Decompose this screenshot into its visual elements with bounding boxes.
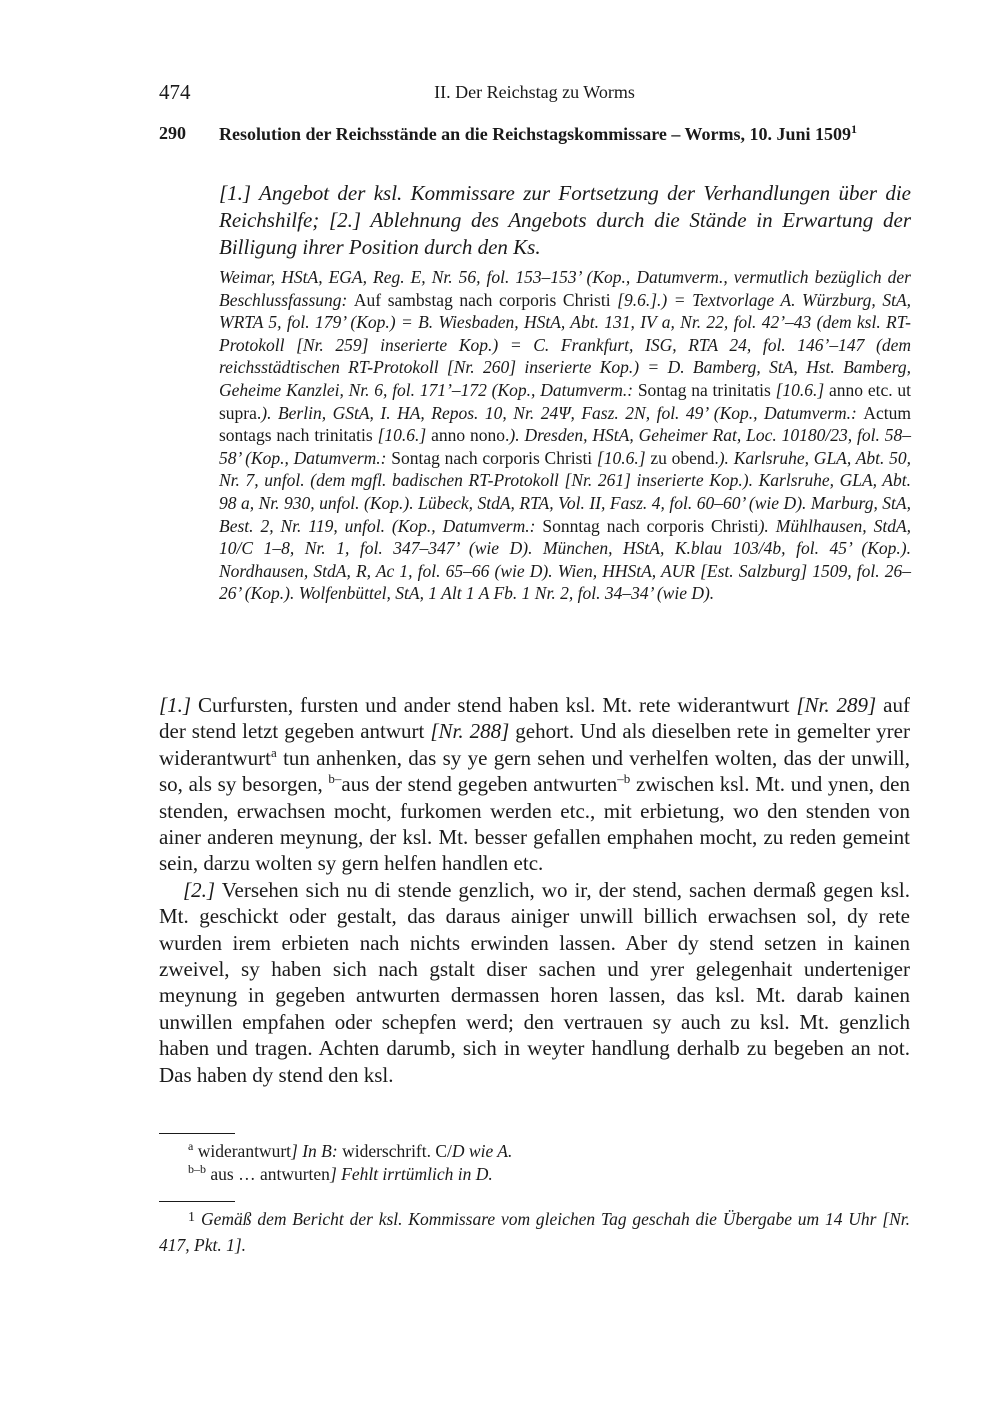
apparatus-note-mark: b–b [188,1162,206,1177]
section-marker: [2.] [183,877,216,902]
variant-note: ] Fehlt irrtümlich in D. [329,1164,493,1184]
apparatus-note-b [159,1163,910,1185]
source-seg: anno nono. [431,425,510,446]
source-seg: [10.6.] [775,379,830,400]
text-run: gehort. Und als dieselben rete in gemelter yrer widerantwurt [159,719,910,770]
source-seg: Sonntag nach corporis Christi [542,515,759,536]
text-run: aus der stend gegeben antwurten [341,772,618,797]
paragraph-1 [159,692,910,877]
document-number: 290 [159,123,186,143]
variant-note: D wie A. [451,1141,513,1161]
footnote-1 [159,1208,910,1256]
source-seg: Actum sontags nach trinitatis [219,402,911,446]
source-seg: ). Berlin, GStA, I. HA, Repos. 10, Nr. 24Ψ, Fasz. 2N, fol. 49’ (Kop., Datumverm.: [261,402,864,423]
text-run: Versehen sich nu di stende genzlich, wo ir, der stend, sachen dermaß gegen ksl. Mt. geschickt oder gestalt, das daraus ainiger unwill billich erwachsen sol, dy rete wurden irem erbieten nach nichts erwinden lassen. Aber dy stend setzen in kainen zweivel, sy haben sich nach gstalt diser sachen und yrer gelegenhait underteniger meynung in gegeben antwurten dermassen horen lassen, das ksl. Mt. darab kainen unwillen empfahen oder schepfen werd; den vertrauen sy auch zu ksl. Mt. genzlich haben und tragen. Achten darumb, sich in weyter handlung derhalb zu begeben an not. Das haben dy stend den ksl. [159,877,910,1087]
text-run: tun anhenken, das sy ye gern sehen und verhelfen wolten, das der unwill, so, als sy besorgen, [159,745,910,797]
apparatus-rule [159,1133,235,1134]
source-list [219,266,911,605]
paragraph-2 [159,877,910,1088]
apparatus-mark-b-open[interactable]: b– [328,771,342,787]
page-number: 474 [159,80,191,104]
apparatus-note-a [159,1140,910,1162]
source-seg: Sontag na trinitatis [637,379,776,400]
footnote-rule [159,1201,235,1202]
document-title-text: Resolution der Reichsstände an die Reichstagskommissare – Worms, 10. Juni 1509 [219,124,852,144]
lemma: aus … antwurten [210,1164,330,1184]
source-seg: Auf sambstag nach corporis Christi [353,289,618,310]
text-run: Curfursten, fursten und ander stend haben ksl. Mt. rete widerantwurt [191,693,797,717]
apparatus-mark-b-close[interactable]: –b [617,771,631,787]
source-seg: anno etc. ut supra. [219,379,911,423]
source-seg: Sontag nach corporis Christi [391,447,597,468]
source-seg: ). Mühlhausen, StdA, 10/C 1–8, Nr. 1, fol. 347–347’ (wie D). München, HStA, K.blau 103/4b, fol. 45’ (Kop.). Nordhausen, StdA, R, Ac 1, fol. 65–66 (wie D). Wien, HHStA, AUR [Est. Salzburg] 1509, fol. 26–26’ (Kop.). Wolfenbüttel, StA, 1 Alt 1 A Fb. 1 Nr. 2, fol. 34–34’ (wie D). [219,515,912,604]
apparatus-mark-a[interactable]: a [270,744,277,760]
variant-reading: widerschrift. C/ [337,1141,452,1161]
cross-reference[interactable]: [Nr. 289] [796,693,877,717]
source-seg: zu obend. [650,447,719,468]
document-title [219,123,911,146]
source-seg: Weimar, HStA, EGA, Reg. E, Nr. 56, fol. 153–153’ (Kop., Datumverm., vermutlich bezüglich der Beschlussfassung: [219,267,911,310]
body-text [159,692,910,1088]
footnote-text: Gemäß dem Bericht der ksl. Kommissare vom gleichen Tag geschah die Übergabe um 14 Uhr [Nr. 417, Pkt. 1]. [159,1209,910,1255]
sigle: In B: [302,1141,338,1161]
text-run: zwischen ksl. Mt. und ynen, den stenden, erwachsen mocht, furkomen werden etc., mit erbietung, wo den stenden von ainer anderen meynung, der ksl. Mt. besser gefallen emphahen mocht, zu reden gemeint sein, darzu wolten sy gern helfen handlen etc. [159,772,910,876]
title-footnote-mark[interactable]: 1 [851,122,858,136]
running-title: II. Der Reichstag zu Worms [434,82,635,102]
footnote-mark: 1 [188,1210,195,1225]
apparatus-note-mark: a [188,1139,194,1154]
source-seg: [9.6.].) = Textvorlage A. Würzburg, StA, WRTA 5, fol. 179’ (Kop.) = B. Wiesbaden, HStA, Abt. 131, IV a, Nr. 22, fol. 42’–43 (dem ksl. RT-Protokoll [Nr. 259] inserierte Kop.) = C. Frankfurt, ISG, RTA 24, fol. 146’–147 (dem reichsstädtischen RT-Protokoll [Nr. 260] inserierte Kop.) = D. Bamberg, StA, Hst. Bamberg, Geheime Kanzlei, Nr. 6, fol. 171’–172 (Kop., Datumverm.: [219,289,912,400]
text-run: auf der stend letzt gegeben antwurt [159,693,910,744]
source-seg: [10.6.] [377,425,432,446]
regest: [1.] Angebot der ksl. Kommissare zur Fortsetzung der Verhandlungen über die Reichshilfe; [2.] Ablehnung des Angebots durch die Stände in Erwartung der Billigung ihrer Position durch den Ks. [219,181,911,259]
source-seg: ). Dresden, HStA, Geheimer Rat, Loc. 10180/23, fol. 58–58’ (Kop., Datumverm.: [219,425,911,468]
cross-reference[interactable]: [Nr. 288] [430,719,510,744]
source-seg: [10.6.] [596,447,651,468]
section-marker: [1.] [159,693,192,717]
lemma: widerantwurt [197,1141,292,1161]
lemma-separator: ] [291,1141,303,1161]
source-seg: ). Karlsruhe, GLA, Abt. 50, Nr. 7, unfol. (dem mgfl. badischen RT-Protokoll [Nr. 261] inserierte Kop.). Karlsruhe, GLA, Abt. 98 a, Nr. 930, unfol. (Kop.). Lübeck, StdA, RTA, Vol. II, Fasz. 4, fol. 60–60’ (wie D). Marburg, StA, Best. 2, Nr. 119, unfol. (Kop., Datumverm.: [219,447,911,536]
